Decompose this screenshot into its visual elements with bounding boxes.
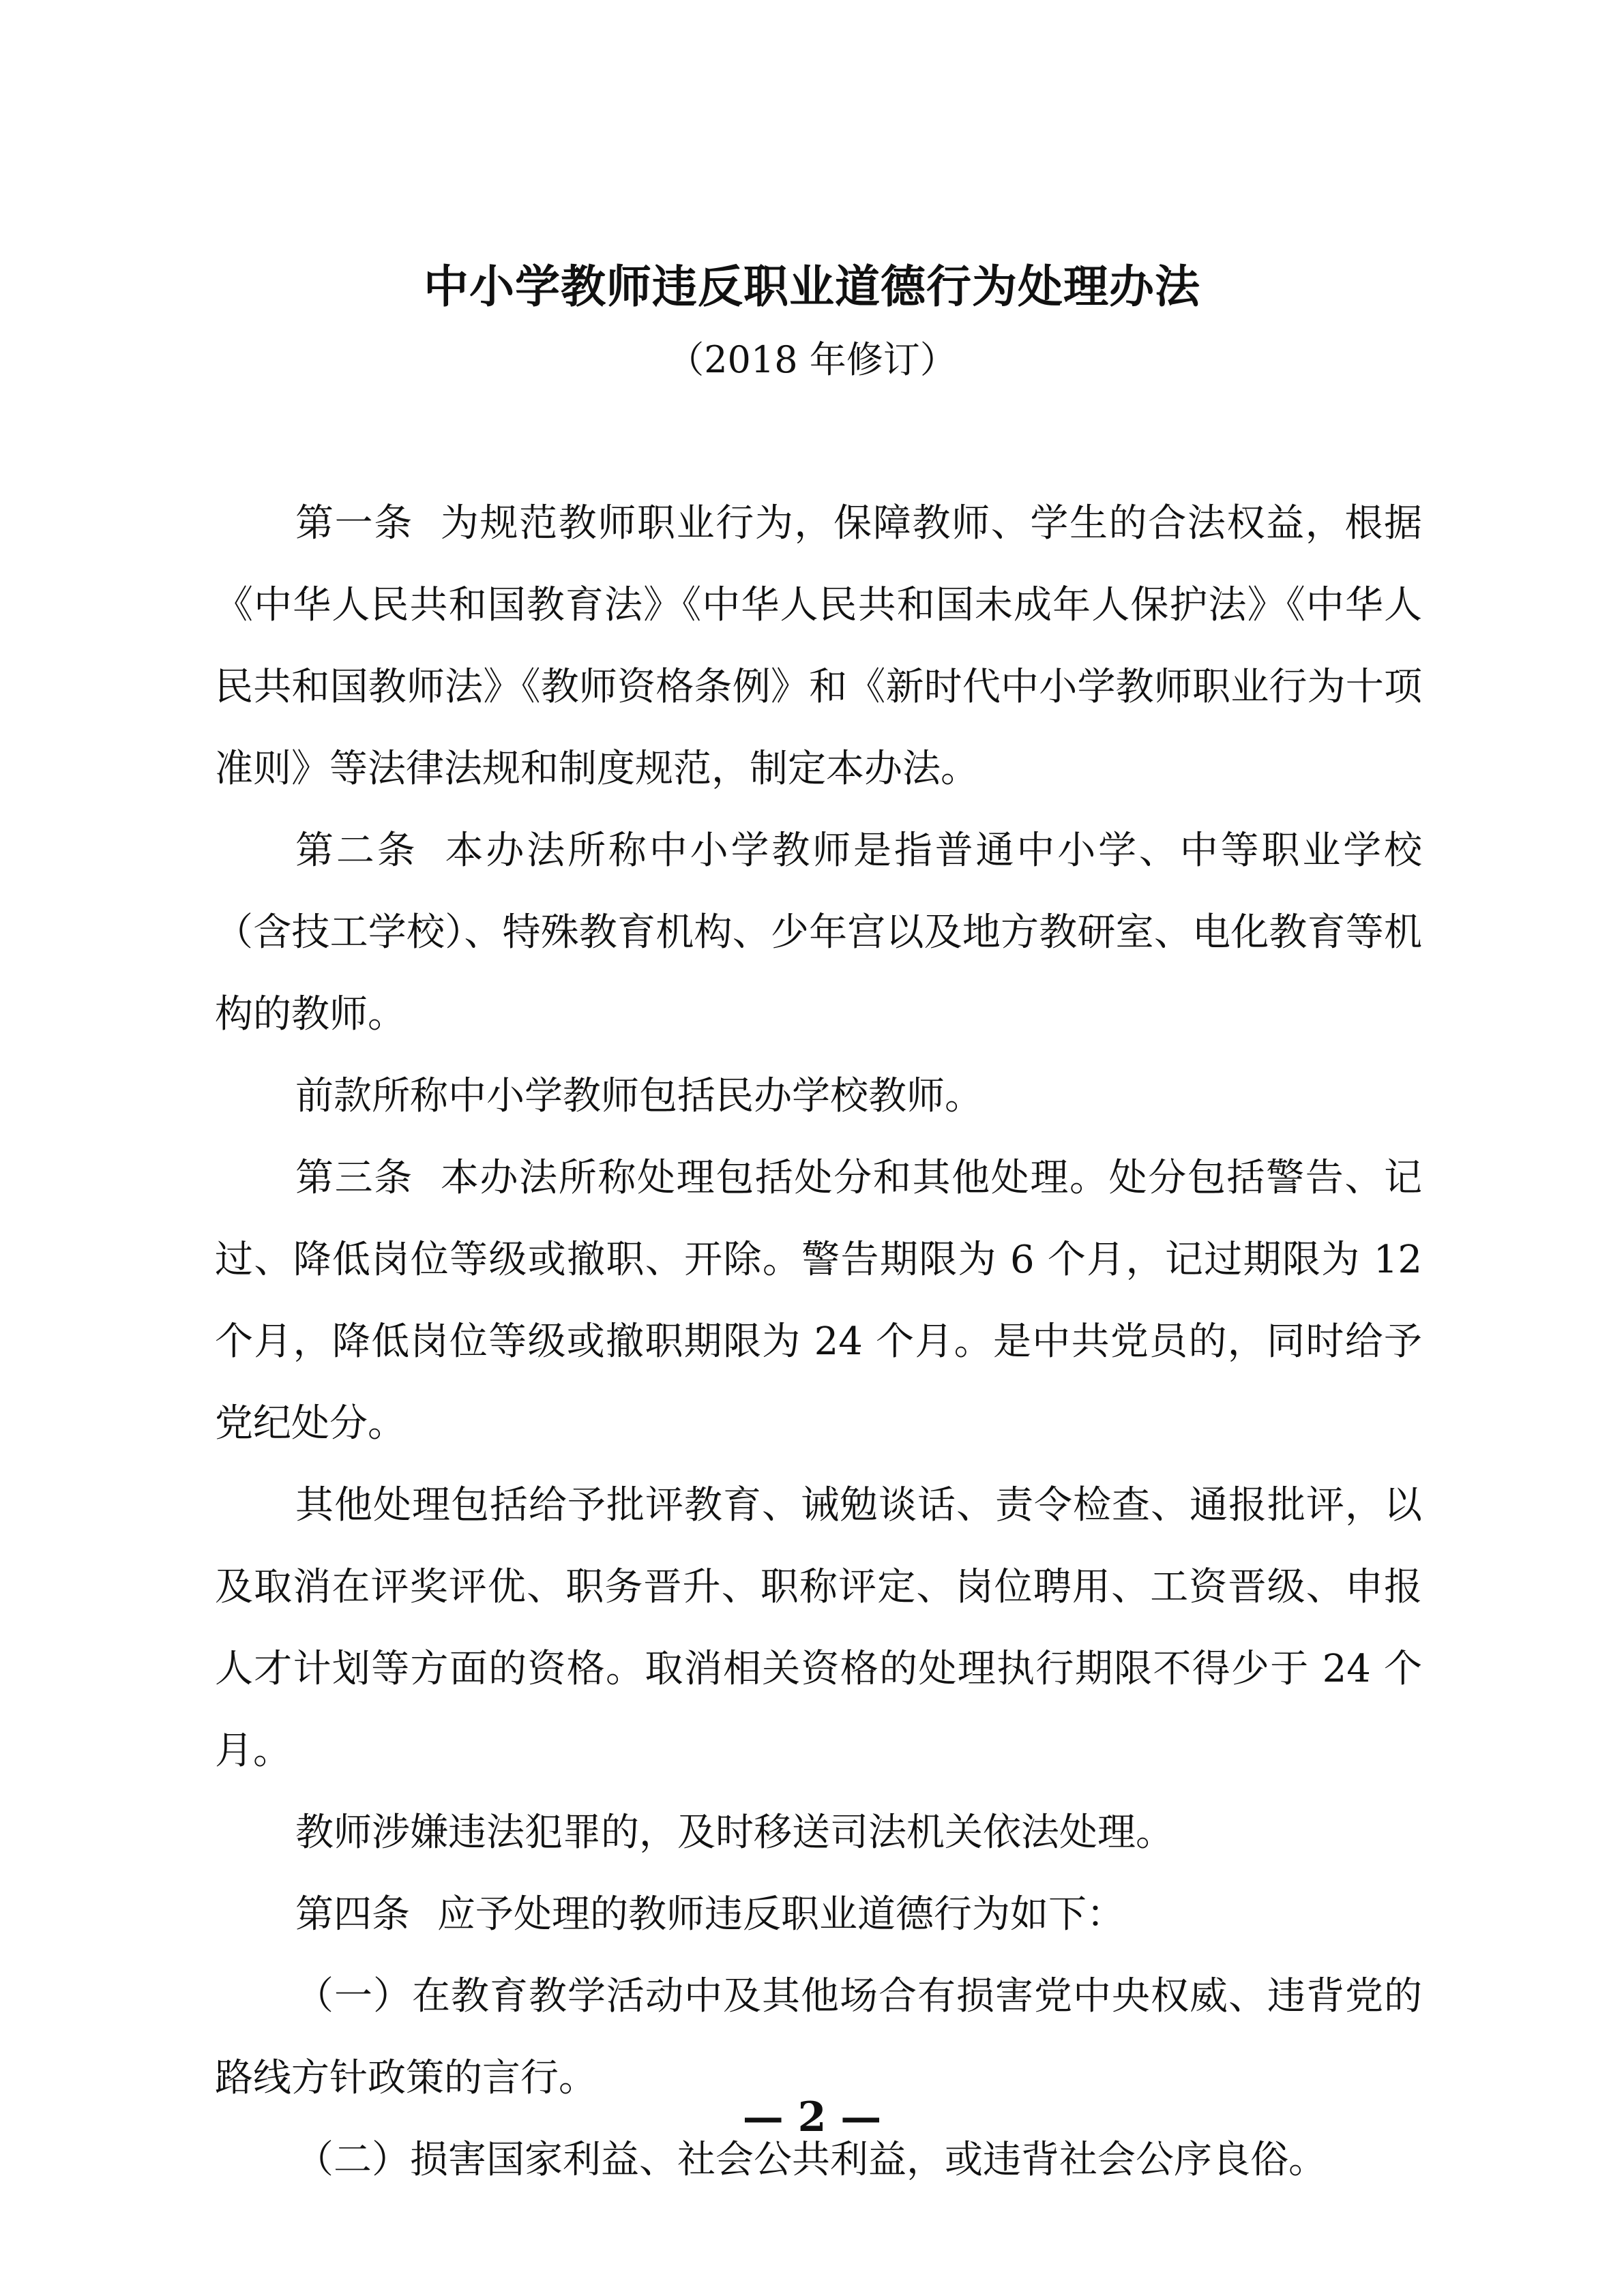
paragraph-article-1 — [215, 483, 1422, 810]
article-label: 第三条 — [295, 1156, 413, 1200]
paragraph-text: 教师涉嫌违法犯罪的，及时移送司法机关依法处理。 — [295, 1810, 1174, 1855]
paragraph-text: 本办法所称中小学教师是指普通中小学、中等职业学校（含技工学校）、特殊教育机构、少年宫以及地方教研室、电化教育等机构的教师。 — [215, 829, 1423, 1037]
paragraph-article-4 — [215, 1874, 1422, 1956]
paragraph-article-3-clause-2 — [215, 1792, 1422, 1874]
paragraph-text: 前款所称中小学教师包括民办学校教师。 — [295, 1074, 983, 1118]
paragraph-article-2-clause — [215, 1056, 1422, 1137]
document-subtitle: （2018 年修订） — [667, 338, 957, 381]
paragraph-article-3-clause-1 — [215, 1465, 1422, 1792]
paragraph-text: 本办法所称处理包括处分和其他处理。处分包括警告、记过、降低岗位等级或撤职、开除。警告期限为 6 个月，记过期限为 12 个月，降低岗位等级或撤职期限为 24 个月。是中共党员的，同时给予党纪处分。 — [215, 1156, 1423, 1446]
page-number: — 2 — — [742, 2093, 882, 2141]
paragraph-text: （一）在教育教学活动中及其他场合有损害党中央权威、违背党的路线方针政策的言行。 — [215, 1974, 1422, 2100]
document-title: 中小学教师违反职业道德行为处理办法 — [424, 260, 1200, 313]
article-label: 第四条 — [295, 1892, 410, 1937]
paragraph-article-2 — [215, 810, 1422, 1056]
document-body — [215, 483, 1422, 2201]
paragraph-article-3 — [215, 1137, 1422, 1465]
paragraph-text: 为规范教师职业行为，保障教师、学生的合法权益，根据《中华人民共和国教育法》《中华人民共和国未成年人保护法》《中华人民共和国教师法》《教师资格条例》和《新时代中小学教师职业行为十项准则》等法律法规和制度规范，制定本办法。 — [215, 501, 1423, 791]
article-label: 第二条 — [295, 829, 418, 873]
paragraph-text: 其他处理包括给予批评教育、诫勉谈话、责令检查、通报批评，以及取消在评奖评优、职务晋升、职称评定、岗位聘用、工资晋级、申报人才计划等方面的资格。取消相关资格的处理执行期限不得少于 24 个月。 — [215, 1483, 1422, 1773]
paragraph-text: （二）损害国家利益、社会公共利益，或违背社会公序良俗。 — [295, 2138, 1327, 2182]
paragraph-text: 应予处理的教师违反职业道德行为如下： — [437, 1892, 1125, 1937]
article-label: 第一条 — [295, 501, 413, 546]
